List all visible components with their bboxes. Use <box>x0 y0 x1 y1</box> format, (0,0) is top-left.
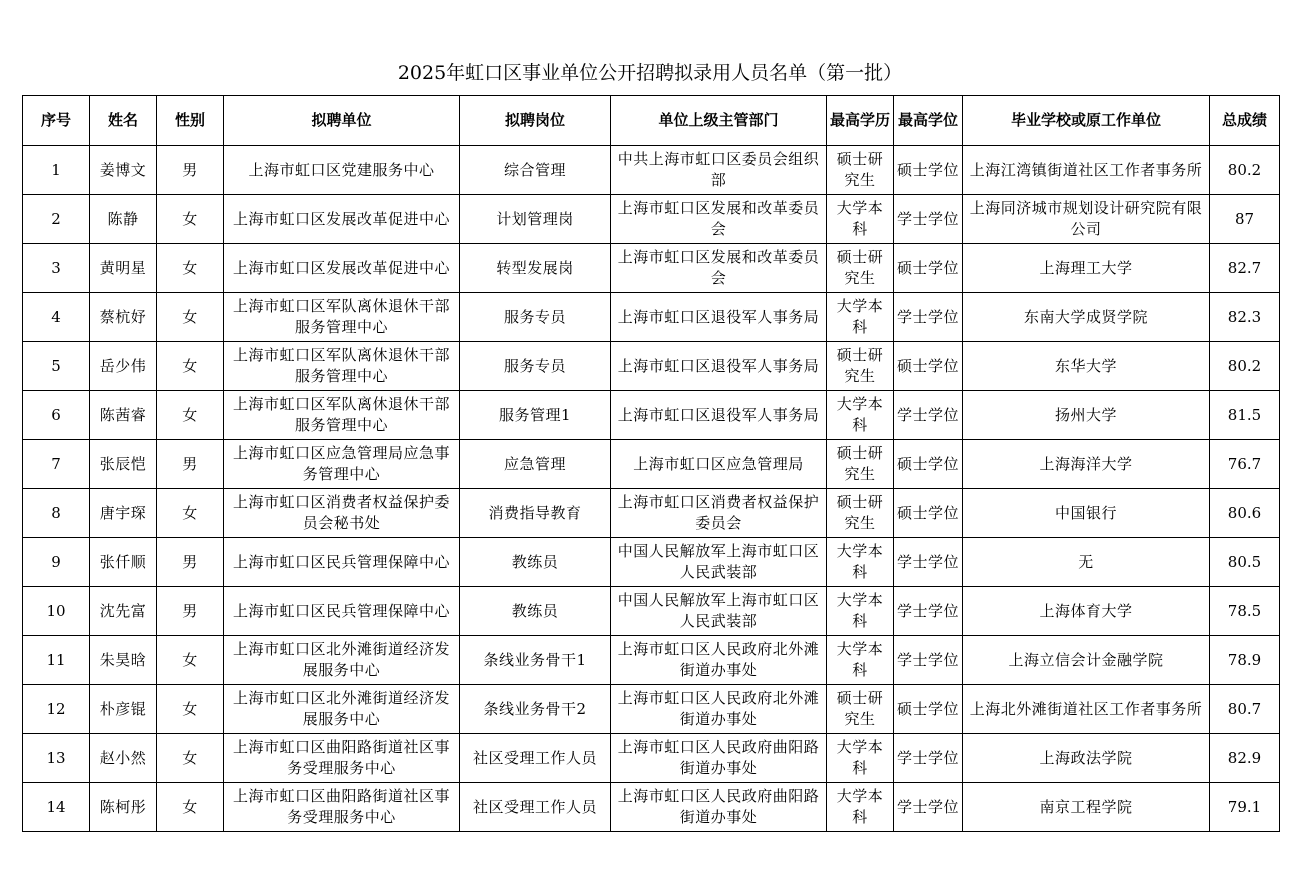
cell-gender: 女 <box>157 342 224 391</box>
cell-gender: 女 <box>157 244 224 293</box>
cell-position: 消费指导教育 <box>460 489 611 538</box>
cell-position: 综合管理 <box>460 146 611 195</box>
header-index: 序号 <box>23 96 90 146</box>
cell-degree: 硕士学位 <box>894 440 963 489</box>
cell-position: 应急管理 <box>460 440 611 489</box>
cell-degree: 学士学位 <box>894 783 963 832</box>
cell-total-score: 76.7 <box>1210 440 1280 489</box>
cell-school-or-employer: 上海海洋大学 <box>963 440 1210 489</box>
cell-hiring-unit: 上海市虹口区民兵管理保障中心 <box>224 587 460 636</box>
cell-total-score: 80.6 <box>1210 489 1280 538</box>
applicant-table <box>22 95 1280 832</box>
cell-education: 大学本科 <box>827 734 894 783</box>
cell-supervising-dept: 上海市虹口区人民政府北外滩街道办事处 <box>611 636 827 685</box>
header-supervising-dept: 单位上级主管部门 <box>611 96 827 146</box>
header-school-or-employer: 毕业学校或原工作单位 <box>963 96 1210 146</box>
cell-index: 6 <box>23 391 90 440</box>
header-gender: 性别 <box>157 96 224 146</box>
cell-supervising-dept: 上海市虹口区退役军人事务局 <box>611 293 827 342</box>
cell-supervising-dept: 中国人民解放军上海市虹口区人民武装部 <box>611 587 827 636</box>
cell-total-score: 87 <box>1210 195 1280 244</box>
cell-school-or-employer: 扬州大学 <box>963 391 1210 440</box>
cell-education: 硕士研究生 <box>827 244 894 293</box>
cell-position: 条线业务骨干2 <box>460 685 611 734</box>
cell-hiring-unit: 上海市虹口区曲阳路街道社区事务受理服务中心 <box>224 734 460 783</box>
cell-total-score: 80.7 <box>1210 685 1280 734</box>
header-degree: 最高学位 <box>894 96 963 146</box>
cell-education: 硕士研究生 <box>827 342 894 391</box>
cell-position: 计划管理岗 <box>460 195 611 244</box>
cell-degree: 学士学位 <box>894 538 963 587</box>
cell-school-or-employer: 上海体育大学 <box>963 587 1210 636</box>
cell-name: 黄明星 <box>90 244 157 293</box>
cell-education: 硕士研究生 <box>827 685 894 734</box>
cell-total-score: 82.7 <box>1210 244 1280 293</box>
cell-total-score: 81.5 <box>1210 391 1280 440</box>
cell-hiring-unit: 上海市虹口区军队离休退休干部服务管理中心 <box>224 391 460 440</box>
cell-degree: 硕士学位 <box>894 146 963 195</box>
cell-supervising-dept: 上海市虹口区退役军人事务局 <box>611 391 827 440</box>
cell-hiring-unit: 上海市虹口区发展改革促进中心 <box>224 244 460 293</box>
cell-index: 9 <box>23 538 90 587</box>
page-title: 2025年虹口区事业单位公开招聘拟录用人员名单（第一批） <box>397 62 903 84</box>
cell-total-score: 82.3 <box>1210 293 1280 342</box>
cell-school-or-employer: 无 <box>963 538 1210 587</box>
cell-degree: 硕士学位 <box>894 685 963 734</box>
cell-index: 3 <box>23 244 90 293</box>
cell-gender: 女 <box>157 636 224 685</box>
table-row <box>23 195 1280 244</box>
cell-hiring-unit: 上海市虹口区发展改革促进中心 <box>224 195 460 244</box>
cell-index: 11 <box>23 636 90 685</box>
cell-gender: 女 <box>157 685 224 734</box>
cell-gender: 男 <box>157 587 224 636</box>
cell-hiring-unit: 上海市虹口区民兵管理保障中心 <box>224 538 460 587</box>
cell-total-score: 78.5 <box>1210 587 1280 636</box>
header-total-score: 总成绩 <box>1210 96 1280 146</box>
cell-index: 12 <box>23 685 90 734</box>
cell-total-score: 82.9 <box>1210 734 1280 783</box>
cell-school-or-employer: 中国银行 <box>963 489 1210 538</box>
cell-education: 大学本科 <box>827 538 894 587</box>
cell-supervising-dept: 上海市虹口区发展和改革委员会 <box>611 244 827 293</box>
cell-hiring-unit: 上海市虹口区军队离休退休干部服务管理中心 <box>224 342 460 391</box>
cell-position: 教练员 <box>460 587 611 636</box>
cell-position: 转型发展岗 <box>460 244 611 293</box>
cell-school-or-employer: 上海北外滩街道社区工作者事务所 <box>963 685 1210 734</box>
cell-name: 岳少伟 <box>90 342 157 391</box>
cell-supervising-dept: 中国人民解放军上海市虹口区人民武装部 <box>611 538 827 587</box>
cell-total-score: 80.5 <box>1210 538 1280 587</box>
cell-position: 服务专员 <box>460 293 611 342</box>
cell-name: 朱昊晗 <box>90 636 157 685</box>
cell-education: 大学本科 <box>827 783 894 832</box>
cell-gender: 女 <box>157 734 224 783</box>
header-position: 拟聘岗位 <box>460 96 611 146</box>
cell-gender: 男 <box>157 440 224 489</box>
cell-supervising-dept: 上海市虹口区退役军人事务局 <box>611 342 827 391</box>
table-row <box>23 244 1280 293</box>
cell-school-or-employer: 南京工程学院 <box>963 783 1210 832</box>
cell-degree: 学士学位 <box>894 195 963 244</box>
cell-school-or-employer: 上海同济城市规划设计研究院有限公司 <box>963 195 1210 244</box>
cell-hiring-unit: 上海市虹口区北外滩街道经济发展服务中心 <box>224 685 460 734</box>
table-row <box>23 391 1280 440</box>
header-education: 最高学历 <box>827 96 894 146</box>
cell-school-or-employer: 东华大学 <box>963 342 1210 391</box>
cell-hiring-unit: 上海市虹口区消费者权益保护委员会秘书处 <box>224 489 460 538</box>
cell-index: 2 <box>23 195 90 244</box>
cell-name: 张辰恺 <box>90 440 157 489</box>
cell-education: 硕士研究生 <box>827 489 894 538</box>
table-row <box>23 293 1280 342</box>
cell-school-or-employer: 上海江湾镇街道社区工作者事务所 <box>963 146 1210 195</box>
table-row <box>23 342 1280 391</box>
cell-supervising-dept: 上海市虹口区人民政府曲阳路街道办事处 <box>611 783 827 832</box>
cell-index: 7 <box>23 440 90 489</box>
table-header-row <box>23 96 1280 146</box>
cell-name: 陈柯彤 <box>90 783 157 832</box>
cell-hiring-unit: 上海市虹口区党建服务中心 <box>224 146 460 195</box>
cell-name: 陈茜睿 <box>90 391 157 440</box>
table-row <box>23 587 1280 636</box>
cell-school-or-employer: 上海立信会计金融学院 <box>963 636 1210 685</box>
cell-school-or-employer: 上海政法学院 <box>963 734 1210 783</box>
cell-position: 教练员 <box>460 538 611 587</box>
cell-hiring-unit: 上海市虹口区北外滩街道经济发展服务中心 <box>224 636 460 685</box>
cell-name: 陈静 <box>90 195 157 244</box>
cell-name: 唐宇琛 <box>90 489 157 538</box>
cell-education: 大学本科 <box>827 195 894 244</box>
cell-position: 社区受理工作人员 <box>460 783 611 832</box>
cell-index: 1 <box>23 146 90 195</box>
cell-total-score: 80.2 <box>1210 342 1280 391</box>
cell-education: 大学本科 <box>827 636 894 685</box>
cell-index: 8 <box>23 489 90 538</box>
cell-education: 硕士研究生 <box>827 440 894 489</box>
cell-school-or-employer: 东南大学成贤学院 <box>963 293 1210 342</box>
cell-supervising-dept: 上海市虹口区应急管理局 <box>611 440 827 489</box>
cell-gender: 男 <box>157 538 224 587</box>
cell-degree: 学士学位 <box>894 734 963 783</box>
table-row <box>23 538 1280 587</box>
cell-supervising-dept: 中共上海市虹口区委员会组织部 <box>611 146 827 195</box>
cell-education: 大学本科 <box>827 293 894 342</box>
cell-total-score: 78.9 <box>1210 636 1280 685</box>
cell-school-or-employer: 上海理工大学 <box>963 244 1210 293</box>
cell-supervising-dept: 上海市虹口区人民政府北外滩街道办事处 <box>611 685 827 734</box>
cell-hiring-unit: 上海市虹口区曲阳路街道社区事务受理服务中心 <box>224 783 460 832</box>
cell-position: 服务管理1 <box>460 391 611 440</box>
cell-name: 姜博文 <box>90 146 157 195</box>
cell-gender: 女 <box>157 489 224 538</box>
cell-gender: 男 <box>157 146 224 195</box>
table-body <box>23 146 1280 832</box>
cell-position: 社区受理工作人员 <box>460 734 611 783</box>
cell-supervising-dept: 上海市虹口区人民政府曲阳路街道办事处 <box>611 734 827 783</box>
table-row <box>23 489 1280 538</box>
cell-name: 蔡杭妤 <box>90 293 157 342</box>
cell-index: 5 <box>23 342 90 391</box>
cell-degree: 学士学位 <box>894 391 963 440</box>
cell-index: 13 <box>23 734 90 783</box>
cell-total-score: 80.2 <box>1210 146 1280 195</box>
cell-supervising-dept: 上海市虹口区发展和改革委员会 <box>611 195 827 244</box>
cell-position: 条线业务骨干1 <box>460 636 611 685</box>
cell-index: 14 <box>23 783 90 832</box>
table-row <box>23 636 1280 685</box>
cell-gender: 女 <box>157 195 224 244</box>
header-name: 姓名 <box>90 96 157 146</box>
cell-degree: 学士学位 <box>894 587 963 636</box>
cell-degree: 硕士学位 <box>894 244 963 293</box>
cell-name: 赵小然 <box>90 734 157 783</box>
cell-name: 张仟顺 <box>90 538 157 587</box>
cell-hiring-unit: 上海市虹口区应急管理局应急事务管理中心 <box>224 440 460 489</box>
cell-total-score: 79.1 <box>1210 783 1280 832</box>
cell-name: 朴彦锟 <box>90 685 157 734</box>
table-row <box>23 734 1280 783</box>
header-hiring-unit: 拟聘单位 <box>224 96 460 146</box>
cell-name: 沈先富 <box>90 587 157 636</box>
cell-index: 4 <box>23 293 90 342</box>
table-row <box>23 440 1280 489</box>
cell-education: 硕士研究生 <box>827 146 894 195</box>
cell-gender: 女 <box>157 783 224 832</box>
table-row <box>23 783 1280 832</box>
cell-education: 大学本科 <box>827 587 894 636</box>
table-row <box>23 685 1280 734</box>
cell-hiring-unit: 上海市虹口区军队离休退休干部服务管理中心 <box>224 293 460 342</box>
cell-supervising-dept: 上海市虹口区消费者权益保护委员会 <box>611 489 827 538</box>
cell-gender: 女 <box>157 293 224 342</box>
cell-degree: 硕士学位 <box>894 489 963 538</box>
cell-index: 10 <box>23 587 90 636</box>
cell-degree: 硕士学位 <box>894 342 963 391</box>
cell-position: 服务专员 <box>460 342 611 391</box>
cell-education: 大学本科 <box>827 391 894 440</box>
cell-degree: 学士学位 <box>894 636 963 685</box>
cell-gender: 女 <box>157 391 224 440</box>
table-row <box>23 146 1280 195</box>
cell-degree: 学士学位 <box>894 293 963 342</box>
